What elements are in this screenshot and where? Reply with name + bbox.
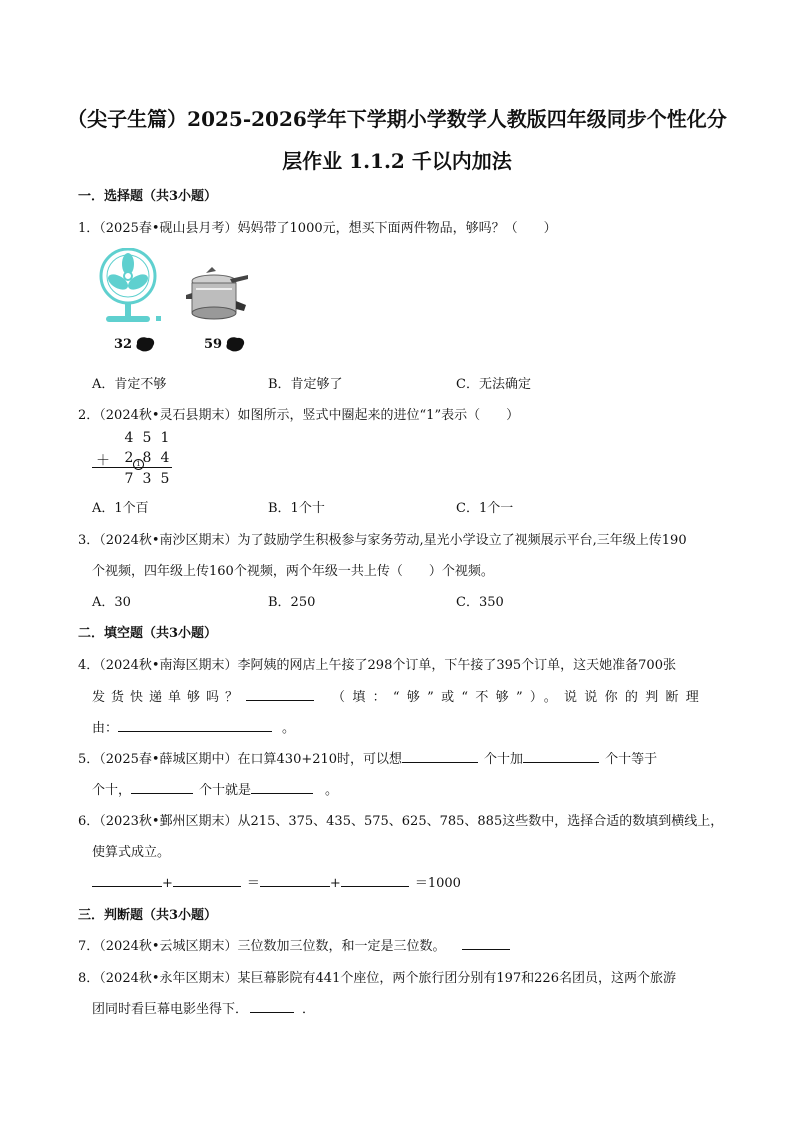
q3-option-b[interactable]: B．250 bbox=[268, 595, 316, 610]
question-6-equation bbox=[92, 872, 461, 891]
ink-blot-icon bbox=[134, 335, 156, 353]
q8-text-end: ． bbox=[302, 1002, 316, 1017]
q5-text-f: 。 bbox=[325, 783, 339, 798]
q4-answer-blank-1[interactable] bbox=[246, 688, 314, 701]
title-line-2: 层作业 1.1.2 千以内加法 bbox=[282, 149, 512, 173]
q5-answer-blank-1[interactable] bbox=[402, 750, 478, 763]
vertical-addition-plus: ＋ bbox=[96, 453, 110, 469]
q6-answer-blank-4[interactable] bbox=[341, 874, 409, 887]
pressure-cooker-image bbox=[186, 265, 250, 327]
q4-text-d: 。 bbox=[282, 721, 296, 736]
q6-equals: ＝ bbox=[246, 876, 260, 891]
q8-answer-blank[interactable] bbox=[250, 1000, 294, 1013]
question-3-stem-line-2: 个视频，四年级上传160个视频，两个年级一共上传（ ）个视频。 bbox=[92, 564, 494, 579]
q5-text-a: 5．（2025春•薛城区期中）在口算430+210时，可以想 bbox=[78, 752, 403, 767]
q6-result: ＝1000 bbox=[414, 876, 461, 891]
question-5-stem-line-2 bbox=[92, 779, 338, 798]
q5-text-e: 个十就是 bbox=[199, 783, 252, 798]
q1-option-b[interactable]: B．肯定够了 bbox=[268, 377, 343, 392]
q6-answer-blank-2[interactable] bbox=[173, 874, 241, 887]
q4-answer-blank-2[interactable] bbox=[118, 719, 272, 732]
digit: 5 bbox=[142, 430, 152, 446]
question-4-stem-line-2 bbox=[92, 686, 718, 705]
q3-option-a[interactable]: A．30 bbox=[92, 595, 131, 610]
section-heading-fill: 二．填空题（共3小题） bbox=[78, 626, 218, 641]
digit: 2 bbox=[124, 450, 134, 466]
question-2-stem: 2．（2024秋•灵石县期末）如图所示，竖式中圈起来的进位“1”表示（ ） bbox=[78, 408, 520, 423]
digit: 7 bbox=[124, 471, 134, 487]
question-7-stem bbox=[78, 935, 510, 954]
q2-option-a[interactable]: A．1个百 bbox=[92, 501, 149, 516]
vertical-addition-row-1 bbox=[120, 430, 174, 446]
q6-plus-1: + bbox=[162, 876, 173, 891]
fan-price: 32 bbox=[114, 337, 133, 352]
digit: 4 bbox=[124, 430, 134, 446]
q1-option-c[interactable]: C．无法确定 bbox=[456, 377, 531, 392]
section-heading-judge: 三．判断题（共3小题） bbox=[78, 908, 218, 923]
q3-option-c[interactable]: C．350 bbox=[456, 595, 504, 610]
vertical-addition-result bbox=[120, 471, 174, 487]
q5-text-b: 个十加 bbox=[484, 752, 524, 767]
q6-answer-blank-3[interactable] bbox=[260, 874, 330, 887]
q5-answer-blank-2[interactable] bbox=[523, 750, 599, 763]
cooker-price: 59 bbox=[204, 337, 223, 352]
question-8-stem-line-1: 8．（2024秋•永年区期末）某巨幕影院有441个座位，两个旅行团分别有197和226名团员，这两个旅游 bbox=[78, 971, 676, 986]
digit: 1 bbox=[160, 430, 170, 446]
question-5-stem-line-1 bbox=[78, 748, 657, 767]
section-heading-choice: 一．选择题（共3小题） bbox=[78, 189, 218, 204]
q4-text-c: 由： bbox=[92, 721, 119, 736]
q7-answer-blank[interactable] bbox=[462, 937, 510, 950]
question-4-stem-line-1: 4．（2024秋•南海区期末）李阿姨的网店上午接了298个订单，下午接了395个订单，这天她准备700张 bbox=[78, 658, 676, 673]
q1-option-a[interactable]: A．肯定不够 bbox=[92, 377, 167, 392]
ink-blot-icon bbox=[224, 335, 246, 353]
fan-image bbox=[96, 248, 166, 328]
question-6-stem-line-2: 使算式成立。 bbox=[92, 845, 171, 860]
q5-answer-blank-4[interactable] bbox=[251, 781, 313, 794]
vertical-addition-row-2 bbox=[120, 450, 174, 466]
q4-text-b: （填：“够”或“不够”）。说说你的判断理 bbox=[332, 690, 707, 705]
addition-rule bbox=[92, 467, 172, 468]
q6-answer-blank-1[interactable] bbox=[92, 874, 162, 887]
q4-text-a: 发货快递单够吗？ bbox=[92, 690, 245, 705]
q8-text: 团同时看巨幕电影坐得下． bbox=[92, 1002, 249, 1017]
title-line-1: （尖子生篇）2025-2026学年下学期小学数学人教版四年级同步个性化分 bbox=[67, 107, 727, 131]
digit: 3 bbox=[142, 471, 152, 487]
q6-plus-2: + bbox=[329, 876, 341, 891]
question-8-stem-line-2 bbox=[92, 998, 315, 1017]
q5-text-c: 个十等于 bbox=[605, 752, 658, 767]
question-3-stem-line-1: 3．（2024秋•南沙区期末）为了鼓励学生积极参与家务劳动,星光小学设立了视频展示平台,三年级上传190 bbox=[78, 533, 687, 548]
q5-answer-blank-3[interactable] bbox=[131, 781, 193, 794]
q5-text-d: 个十， bbox=[92, 783, 132, 798]
digit: 5 bbox=[160, 471, 170, 487]
q7-text: 7．（2024秋•云城区期末）三位数加三位数，和一定是三位数。 bbox=[78, 939, 446, 954]
question-1-stem: 1．（2025春•砚山县月考）妈妈带了1000元，想买下面两件物品，够吗？（ ） bbox=[78, 221, 557, 236]
question-6-stem-line-1: 6．（2023秋•鄞州区期末）从215、375、435、575、625、785、885这些数中，选择合适的数填到横线上， bbox=[78, 814, 724, 829]
digit: 8 bbox=[142, 450, 152, 466]
digit: 4 bbox=[160, 450, 170, 466]
question-4-stem-line-3 bbox=[92, 717, 295, 736]
q2-option-b[interactable]: B．1个十 bbox=[268, 501, 325, 516]
circled-carry: 1 bbox=[133, 459, 144, 470]
q2-option-c[interactable]: C．1个一 bbox=[456, 501, 514, 516]
